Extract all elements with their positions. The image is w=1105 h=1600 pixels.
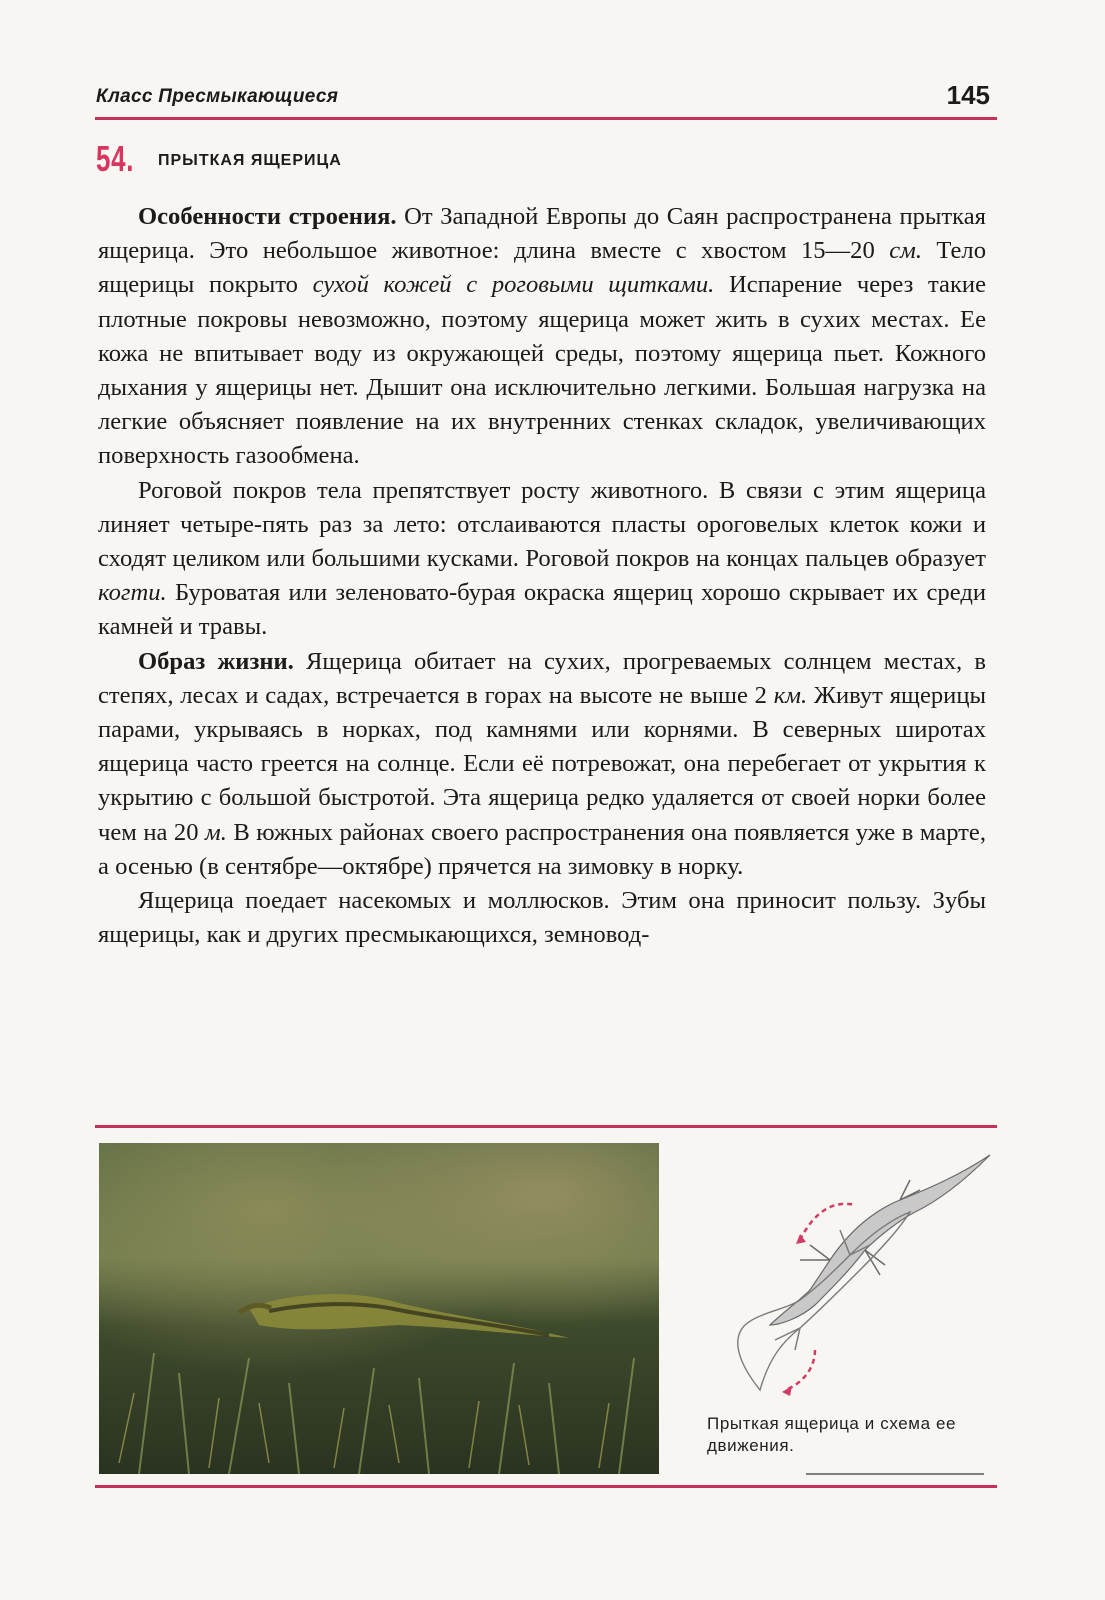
- figure-bottom-rule: [95, 1485, 997, 1488]
- lizard-photo: [99, 1143, 659, 1474]
- text-run: см.: [889, 237, 922, 265]
- lizard-photo-image: [99, 1143, 659, 1474]
- text-run: когти.: [98, 579, 167, 607]
- text-run: км.: [773, 681, 808, 709]
- figure-caption: Прыткая ящерица и схема ее движения.: [707, 1414, 957, 1455]
- text-run: От Западной Европы до Саян распространена прыткая ящерица. Это небольшое животное: длина вместе с хвостом 15—20: [98, 203, 986, 265]
- text-run: В южных районах своего распространения она появляется уже в марте, а осенью (в сентябре—октябре) прячется на зимовку в норку.: [98, 818, 986, 880]
- section-title: ПРЫТКАЯ ЯЩЕРИЦА: [158, 152, 342, 169]
- text-run: Ящерица обитает на сухих, прогреваемых солнцем местах, в степях, лесах и садах, встречается в горах на высоте не выше 2: [98, 647, 986, 709]
- lizard-movement-diagram: [700, 1150, 1000, 1410]
- header-rule: [95, 117, 997, 120]
- running-head: [96, 80, 996, 116]
- body-text: [98, 200, 986, 952]
- paragraph-molting: [98, 474, 986, 645]
- text-run: м.: [205, 818, 227, 846]
- text-run: сухой кожей с роговыми щитками.: [312, 271, 715, 299]
- text-run: Испарение через такие плотные покровы невозможно, поэтому ящерица может жить в сухих местах. Ее кожа не впитывает воду из окружающей среды, поэтому ящерица пьет. Кожного дыхания у ящерицы нет. Дышит она исключительно легкими. Большая нагрузка на легкие объясняет появление на их внутренних стенках складок, увеличивающих поверхность газообмена.: [98, 271, 987, 470]
- lizard-movement-image: [700, 1150, 1000, 1410]
- paragraph-structure: [98, 200, 986, 474]
- caption-underline: [806, 1473, 984, 1475]
- text-run: Образ жизни.: [138, 647, 294, 675]
- figure-top-rule: [95, 1125, 997, 1128]
- text-run: Буроватая или зеленовато-бурая окраска ящериц хорошо скрывает их среди камней и травы.: [98, 579, 986, 641]
- text-run: Тело ящерицы покрыто: [98, 237, 986, 299]
- paragraph-lifestyle: [98, 645, 986, 884]
- text-run: Особенности строения.: [138, 203, 397, 230]
- text-run: Роговой покров тела препятствует росту животного. В связи с этим ящерица линяет четыре-пять раз за лето: отслаиваются пласты ороговелых клеток кожи и сходят целиком или большими кусками. Роговой покров на концах пальцев образует: [98, 476, 986, 573]
- paragraph-diet: [98, 884, 986, 952]
- page-number: 145: [946, 80, 990, 110]
- running-title: Класс Пресмыкающиеся: [96, 86, 339, 107]
- text-run: Ящерица поедает насекомых и моллюсков. Этим она приносит пользу. Зубы ящерицы, как и других пресмыкающихся, земновод-: [98, 887, 986, 949]
- text-run: Живут ящерицы парами, укрываясь в норках, под камнями или корнями. В северных широтах ящерица часто греется на солнце. Если её потревожат, она перебегает от укрытия к укрытию с большой быстротой. Эта ящерица редко удаляется от своей норки более чем на 20: [98, 681, 987, 846]
- section-number: 54.: [96, 138, 135, 179]
